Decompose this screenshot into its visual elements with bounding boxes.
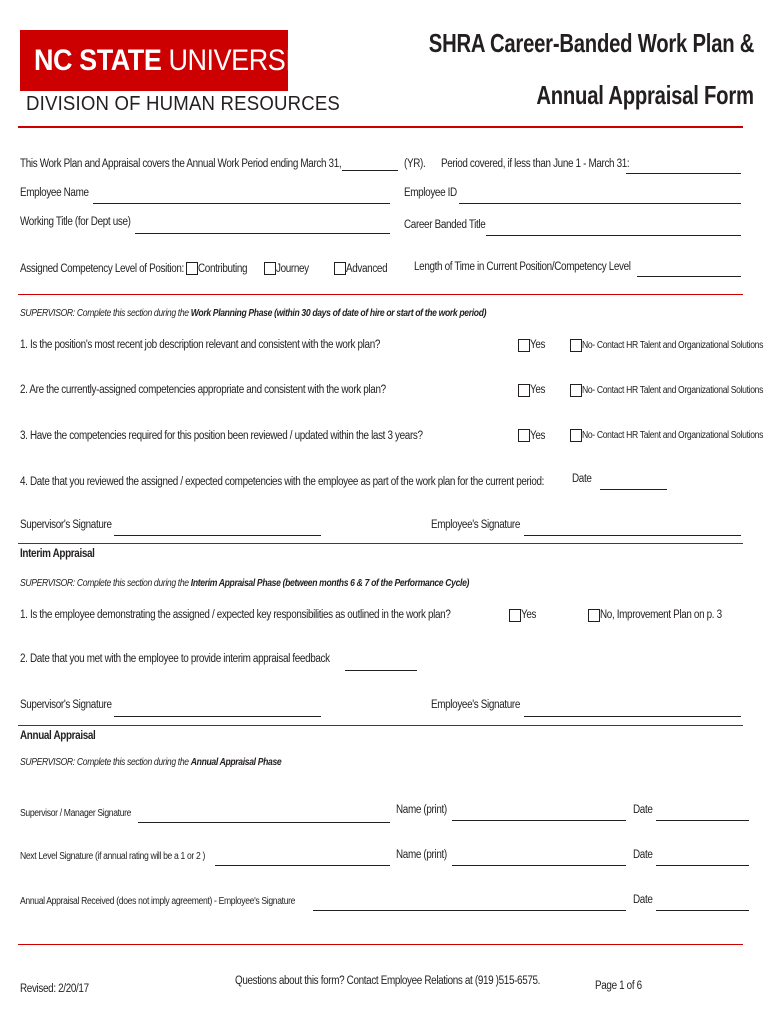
section-divider [18, 294, 743, 295]
q4-date-field[interactable] [600, 489, 667, 490]
q2-yes-checkbox[interactable] [518, 384, 530, 397]
form-title-line2: Annual Appraisal Form [536, 80, 754, 110]
career-banded-title-label: Career Banded Title [404, 219, 486, 231]
interim-q2: 2. Date that you met with the employee to provide interim appraisal feedback [20, 653, 330, 665]
received-date-label: Date [633, 894, 653, 906]
manager-name-print-label: Name (print) [396, 804, 447, 816]
q3-yes-label: Yes [530, 430, 546, 442]
interim-no-checkbox[interactable] [588, 609, 600, 622]
period-covered-field[interactable] [626, 173, 741, 174]
planning-instruction: SUPERVISOR: Complete this section during the Work Planning Phase (within 30 days of date of hire or start of the work period) [20, 308, 487, 319]
interim-instruction: SUPERVISOR: Complete this section during the Interim Appraisal Phase (between months 6 & 7 of the Performance Cycle) [20, 578, 470, 589]
form-title-line1: SHRA Career-Banded Work Plan & [428, 28, 754, 58]
q1-yes-label: Yes [530, 339, 546, 351]
revised-date: Revised: 2/20/17 [20, 983, 89, 995]
annual-divider [18, 725, 743, 726]
annual-instruction: SUPERVISOR: Complete this section during the Annual Appraisal Phase [20, 757, 282, 768]
career-banded-title-field[interactable] [486, 235, 741, 236]
logo-bold-text: NC STATE [34, 44, 162, 77]
division-name: DIVISION OF HUMAN RESOURCES [26, 93, 341, 115]
header-divider [18, 126, 743, 128]
footer-divider [18, 944, 743, 945]
next-level-name-print-field[interactable] [452, 865, 626, 866]
page-number: Page 1 of 6 [595, 980, 642, 992]
period-covered-label: Period covered, if less than June 1 - March 31: [441, 158, 630, 170]
working-title-field[interactable] [135, 233, 390, 234]
contributing-label: Contributing [198, 263, 248, 275]
planning-q1: 1. Is the position's most recent job description relevant and consistent with the work plan? [20, 339, 381, 351]
planning-employee-sig-label: Employee's Signature [431, 519, 521, 531]
journey-label: Journey [276, 263, 309, 275]
interim-date-field[interactable] [345, 670, 417, 671]
employee-name-field[interactable] [93, 203, 390, 204]
planning-supervisor-sig-field[interactable] [114, 535, 321, 536]
planning-q3: 3. Have the competencies required for this position been reviewed / updated within the last 3 years? [20, 430, 423, 442]
received-sig-field[interactable] [313, 910, 626, 911]
length-of-time-field[interactable] [637, 276, 741, 277]
manager-sig-label: Supervisor / Manager Signature [20, 808, 132, 819]
q2-no-checkbox[interactable] [570, 384, 582, 397]
q3-no-checkbox[interactable] [570, 429, 582, 442]
interim-yes-checkbox[interactable] [509, 609, 521, 622]
q1-no-label: No- Contact HR Talent and Organizational Solutions [582, 340, 764, 351]
interim-heading: Interim Appraisal [20, 548, 95, 560]
next-level-sig-field[interactable] [215, 865, 390, 866]
advanced-label: Advanced [346, 263, 388, 275]
yr-label: (YR). [404, 158, 426, 170]
employee-name-label: Employee Name [20, 187, 89, 199]
received-sig-label: Annual Appraisal Received (does not imply agreement) - Employee's Signature [20, 896, 296, 907]
advanced-checkbox[interactable] [334, 262, 346, 275]
interim-employee-sig-field[interactable] [524, 716, 741, 717]
competency-level-label: Assigned Competency Level of Position: [20, 263, 184, 275]
interim-no-label: No, Improvement Plan on p. 3 [600, 609, 722, 621]
next-level-date-field[interactable] [656, 865, 749, 866]
interim-yes-label: Yes [521, 609, 537, 621]
q2-no-label: No- Contact HR Talent and Organizational Solutions [582, 385, 764, 396]
interim-divider [18, 543, 743, 544]
q4-date-label: Date [572, 473, 592, 485]
annual-heading: Annual Appraisal [20, 730, 96, 742]
interim-supervisor-sig-field[interactable] [114, 716, 321, 717]
employee-id-field[interactable] [459, 203, 741, 204]
q2-yes-label: Yes [530, 384, 546, 396]
next-level-date-label: Date [633, 849, 653, 861]
interim-employee-sig-label: Employee's Signature [431, 699, 521, 711]
next-level-name-print-label: Name (print) [396, 849, 447, 861]
planning-supervisor-sig-label: Supervisor's Signature [20, 519, 112, 531]
manager-sig-field[interactable] [138, 822, 390, 823]
ncsu-logo [20, 30, 326, 91]
manager-date-field[interactable] [656, 820, 749, 821]
work-period-label: This Work Plan and Appraisal covers the Annual Work Period ending March 31, [20, 158, 342, 170]
manager-date-label: Date [633, 804, 653, 816]
q3-no-label: No- Contact HR Talent and Organizational Solutions [582, 430, 764, 441]
q3-yes-checkbox[interactable] [518, 429, 530, 442]
received-date-field[interactable] [656, 910, 749, 911]
manager-name-print-field[interactable] [452, 820, 626, 821]
length-of-time-label: Length of Time in Current Position/Competency Level [414, 261, 631, 273]
questions-contact: Questions about this form? Contact Employee Relations at (919 )515-6575. [235, 975, 541, 987]
planning-q2: 2. Are the currently-assigned competencies appropriate and consistent with the work plan? [20, 384, 386, 396]
q1-yes-checkbox[interactable] [518, 339, 530, 352]
q1-no-checkbox[interactable] [570, 339, 582, 352]
year-field[interactable] [342, 170, 398, 171]
planning-q4: 4. Date that you reviewed the assigned / expected competencies with the employee as part of the work plan for the current period: [20, 476, 545, 488]
contributing-checkbox[interactable] [186, 262, 198, 275]
working-title-label: Working Title (for Dept use) [20, 216, 131, 228]
journey-checkbox[interactable] [264, 262, 276, 275]
employee-id-label: Employee ID [404, 187, 457, 199]
interim-q1: 1. Is the employee demonstrating the assigned / expected key responsibilities as outlined in the work plan? [20, 609, 451, 621]
next-level-sig-label: Next Level Signature (if annual rating will be a 1 or 2 ) [20, 851, 205, 862]
interim-supervisor-sig-label: Supervisor's Signature [20, 699, 112, 711]
planning-employee-sig-field[interactable] [524, 535, 741, 536]
logo-light-text: UNIVERSITY [168, 44, 326, 77]
